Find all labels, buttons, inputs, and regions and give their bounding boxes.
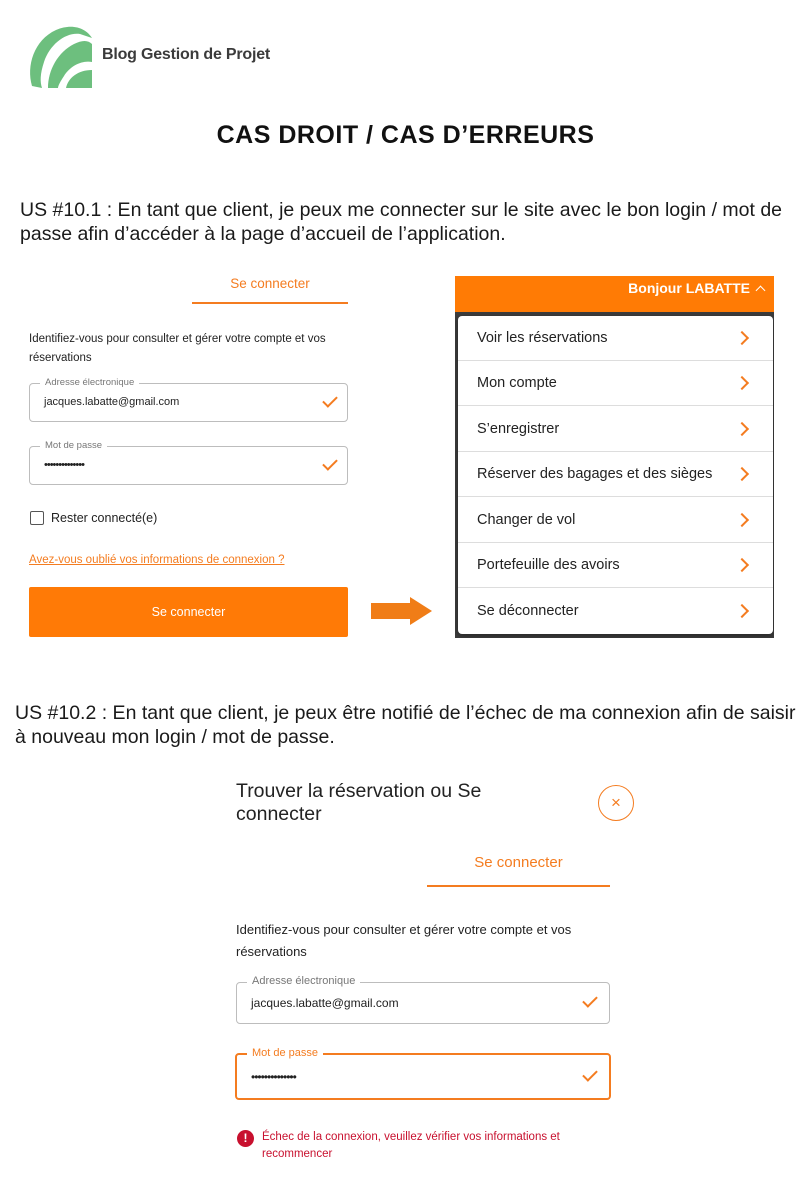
login-intro: Identifiez-vous pour consulter et gérer votre compte et vos réservations (236, 922, 572, 959)
menu-item-avoirs[interactable] (458, 543, 773, 588)
menu-item-label: Mon compte (477, 375, 557, 391)
tab-underline (192, 302, 348, 304)
forgot-credentials-link[interactable]: Avez-vous oublié vos informations de connexion ? (29, 554, 285, 566)
tab-se-connecter[interactable]: Se connecter (230, 276, 310, 291)
dialog-title: Trouver la réservation ou Se connecter (236, 780, 482, 825)
chevron-up-icon (756, 286, 766, 296)
chevron-right-icon (735, 376, 749, 390)
menu-item-changer-vol[interactable] (458, 498, 773, 543)
menu-item-bagages-sieges[interactable] (458, 452, 773, 497)
user-story-10-2: US #10.2 : En tant que client, je peux être notifié de l’échec de ma connexion afin de saisir à nouveau mon login / mot de passe. (15, 702, 796, 748)
password-field[interactable] (29, 440, 348, 485)
email-label: Adresse électronique (40, 377, 139, 388)
password-value: •••••••••••••• (44, 459, 84, 471)
chevron-right-icon (735, 604, 749, 618)
chevron-right-icon (735, 513, 749, 527)
page-title: CAS DROIT / CAS D’ERREURS (216, 121, 595, 149)
tab-underline (427, 885, 610, 887)
menu-item-label: Voir les réservations (477, 330, 608, 346)
valid-check-icon (322, 455, 338, 471)
valid-check-icon (322, 392, 338, 408)
tab-se-connecter[interactable]: Se connecter (474, 854, 563, 871)
login-intro: Identifiez-vous pour consulter et gérer votre compte et vos réservations (29, 333, 326, 364)
arrow-right-icon (371, 603, 411, 619)
valid-check-icon (582, 992, 598, 1008)
password-value: •••••••••••••• (251, 1070, 296, 1084)
brand-logo-icon (22, 22, 94, 90)
email-field[interactable] (29, 377, 348, 422)
email-value: jacques.labatte@gmail.com (251, 996, 399, 1010)
menu-item-enregistrer[interactable] (458, 407, 773, 452)
user-story-10-1: US #10.1 : En tant que client, je peux me connecter sur le site avec le bon login / mot de passe afin d’accéder à la page d’accueil de l’application. (20, 199, 783, 245)
chevron-right-icon (735, 467, 749, 481)
chevron-right-icon (735, 558, 749, 572)
password-label: Mot de passe (247, 1047, 323, 1059)
account-menu-screenshot (455, 276, 774, 638)
menu-item-label: S’enregistrer (477, 421, 560, 437)
error-message: Échec de la connexion, veuillez vérifier vos informations et recommencer (262, 1131, 560, 1160)
error-icon: ! (237, 1130, 254, 1147)
chevron-right-icon (735, 422, 749, 436)
close-icon[interactable]: × (598, 785, 634, 821)
menu-item-reservations[interactable] (458, 316, 773, 361)
menu-item-label: Changer de vol (477, 512, 576, 528)
greeting-text: Bonjour LABATTE (628, 280, 750, 296)
menu-header (455, 276, 774, 312)
brand-name: Blog Gestion de Projet (102, 46, 271, 63)
account-menu-list (458, 316, 773, 634)
password-field-error[interactable] (235, 1047, 611, 1100)
chevron-right-icon (735, 331, 749, 345)
menu-item-mon-compte[interactable] (458, 361, 773, 406)
remember-label: Rester connecté(e) (51, 511, 158, 525)
account-menu-toggle[interactable] (628, 280, 764, 296)
menu-item-label: Portefeuille des avoirs (477, 557, 620, 573)
menu-item-label: Se déconnecter (477, 603, 579, 619)
remember-checkbox[interactable] (30, 511, 44, 525)
email-label: Adresse électronique (247, 975, 360, 987)
email-value: jacques.labatte@gmail.com (44, 396, 180, 408)
login-submit-button[interactable]: Se connecter (29, 587, 348, 637)
arrow-head-icon (410, 597, 432, 625)
check-icon (582, 1066, 598, 1082)
menu-item-label: Réserver des bagages et des sièges (477, 466, 713, 482)
menu-item-deconnecter[interactable] (458, 589, 773, 634)
password-label: Mot de passe (40, 440, 107, 451)
email-field[interactable] (236, 975, 610, 1024)
